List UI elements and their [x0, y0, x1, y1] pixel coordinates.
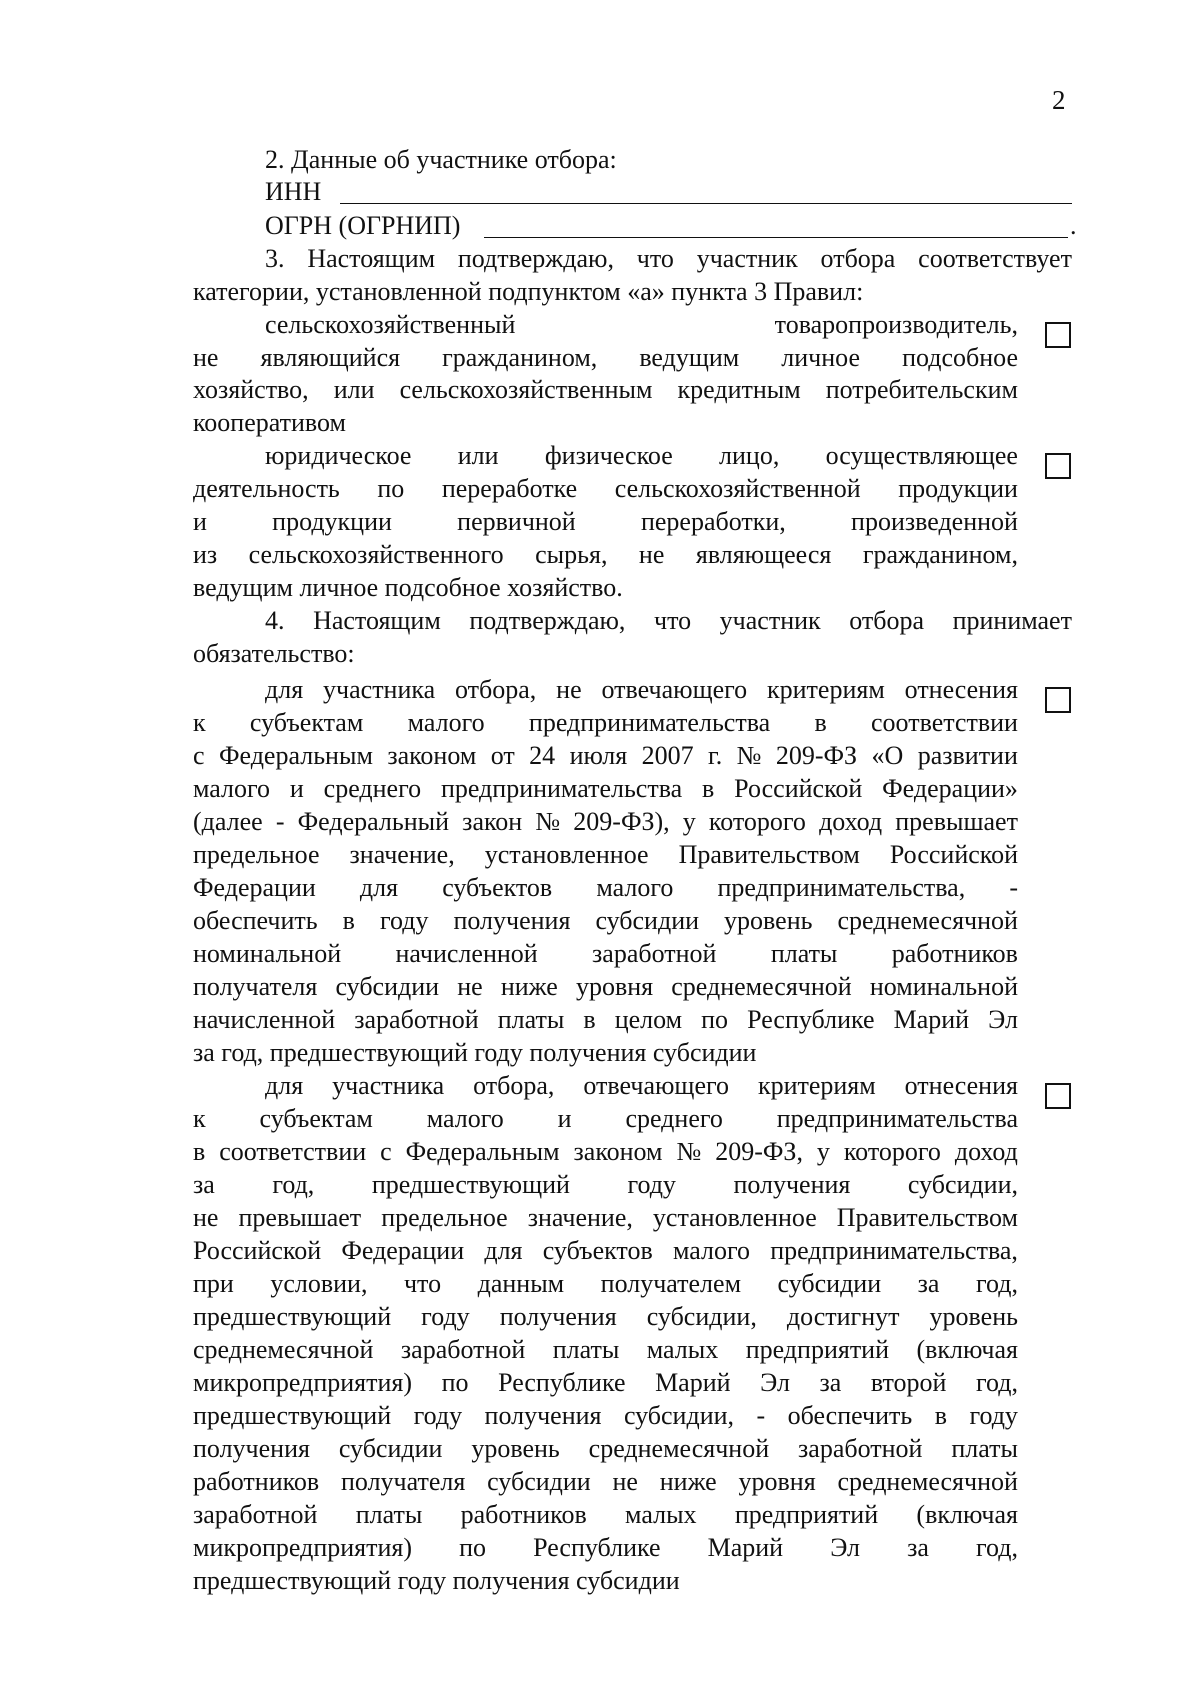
s3-opt1-line-4: кооперативом: [193, 408, 346, 437]
s3-opt2-line-4: из сельскохозяйственного сырья, не являющееся гражданином,: [193, 540, 1018, 569]
s4-opt2-line-3: в соответствии с Федеральным законом № 209-ФЗ, у которого доход: [193, 1137, 1018, 1166]
s4-opt2-line-12: получения субсидии уровень среднемесячной заработной платы: [193, 1434, 1018, 1463]
s4-opt2-line-13: работников получателя субсидии не ниже уровня среднемесячной: [193, 1467, 1018, 1496]
section4-intro-line-1: 4. Настоящим подтверждаю, что участник отбора принимает: [265, 606, 1072, 635]
s4-opt1-line-7: Федерации для субъектов малого предпринимательства, -: [193, 873, 1018, 902]
section4-intro-line-2: обязательство:: [193, 639, 355, 668]
s4-opt2-line-4: за год, предшествующий году получения субсидии,: [193, 1170, 1018, 1199]
s4-opt2-line-2: к субъектам малого и среднего предпринимательства: [193, 1104, 1018, 1133]
s4-opt2-line-11: предшествующий году получения субсидии, - обеспечить в году: [193, 1401, 1018, 1430]
s4-opt1-line-11: начисленной заработной платы в целом по Республике Марий Эл: [193, 1005, 1018, 1034]
s4-opt2-line-14: заработной платы работников малых предприятий (включая: [193, 1500, 1018, 1529]
s4-opt2-line-15: микропредприятия) по Республике Марий Эл за год,: [193, 1533, 1018, 1562]
s4-opt1-line-9: номинальной начисленной заработной платы работников: [193, 939, 1018, 968]
s4-opt1-line-12: за год, предшествующий году получения субсидии: [193, 1038, 757, 1067]
s4-opt2-line-8: предшествующий году получения субсидии, достигнут уровень: [193, 1302, 1018, 1331]
s4-opt1-checkbox[interactable]: [1045, 687, 1071, 713]
ogrn-end-dot: .: [1070, 211, 1077, 240]
s4-opt2-line-5: не превышает предельное значение, установленное Правительством: [193, 1203, 1018, 1232]
s3-opt1-line-2: не являющийся гражданином, ведущим личное подсобное: [193, 343, 1018, 372]
s3-opt1-checkbox[interactable]: [1045, 322, 1071, 348]
s4-opt1-line-3: с Федеральным законом от 24 июля 2007 г. № 209-ФЗ «О развитии: [193, 741, 1018, 770]
section3-intro-line-2: категории, установленной подпунктом «а» пункта 3 Правил:: [193, 277, 864, 306]
s3-opt2-checkbox[interactable]: [1045, 453, 1071, 479]
s4-opt2-line-10: микропредприятия) по Республике Марий Эл за второй год,: [193, 1368, 1018, 1397]
ogrn-input[interactable]: [484, 237, 1068, 238]
inn-input[interactable]: [340, 203, 1072, 204]
s4-opt2-line-6: Российской Федерации для субъектов малого предпринимательства,: [193, 1236, 1018, 1265]
s4-opt1-line-10: получателя субсидии не ниже уровня среднемесячной номинальной: [193, 972, 1018, 1001]
s3-opt2-line-1: юридическое или физическое лицо, осуществляющее: [265, 441, 1018, 470]
s3-opt1-line-1: сельскохозяйственный товаропроизводитель,: [265, 310, 1018, 339]
section2-heading: 2. Данные об участнике отбора:: [265, 145, 617, 174]
s4-opt1-line-6: предельное значение, установленное Правительством Российской: [193, 840, 1018, 869]
ogrn-label: ОГРН (ОГРНИП): [265, 211, 461, 240]
s4-opt2-checkbox[interactable]: [1045, 1083, 1071, 1109]
inn-label: ИНН: [265, 177, 322, 206]
s4-opt1-line-8: обеспечить в году получения субсидии уровень среднемесячной: [193, 906, 1018, 935]
s4-opt1-line-1: для участника отбора, не отвечающего критериям отнесения: [265, 675, 1018, 704]
s3-opt2-line-2: деятельность по переработке сельскохозяйственной продукции: [193, 474, 1018, 503]
s3-opt2-line-3: и продукции первичной переработки, произведенной: [193, 507, 1018, 536]
s4-opt2-line-9: среднемесячной заработной платы малых предприятий (включая: [193, 1335, 1018, 1364]
s3-opt2-line-5: ведущим личное подсобное хозяйство.: [193, 573, 623, 602]
s4-opt1-line-4: малого и среднего предпринимательства в Российской Федерации»: [193, 774, 1018, 803]
section3-intro-line-1: 3. Настоящим подтверждаю, что участник отбора соответствует: [265, 244, 1072, 273]
s3-opt1-line-3: хозяйство, или сельскохозяйственным кредитным потребительским: [193, 375, 1018, 404]
s4-opt2-line-1: для участника отбора, отвечающего критериям отнесения: [265, 1071, 1018, 1100]
page-number: 2: [1052, 85, 1066, 115]
s4-opt2-line-7: при условии, что данным получателем субсидии за год,: [193, 1269, 1018, 1298]
s4-opt1-line-2: к субъектам малого предпринимательства в соответствии: [193, 708, 1018, 737]
s4-opt2-line-16: предшествующий году получения субсидии: [193, 1566, 680, 1595]
s4-opt1-line-5: (далее - Федеральный закон № 209-ФЗ), у которого доход превышает: [193, 807, 1018, 836]
